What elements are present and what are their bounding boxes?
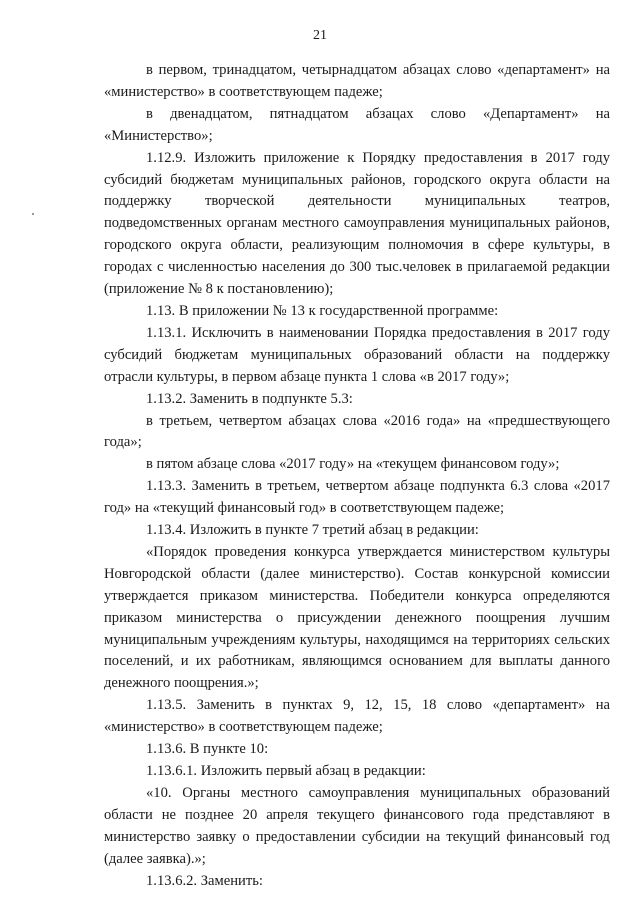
paragraph: 1.13.6. В пункте 10: bbox=[146, 741, 269, 758]
paragraph: 1.13. В приложении № 13 к государственной программе: bbox=[146, 302, 499, 319]
paragraph: в третьем, четвертом абзацах слова «2016 года» на «предшествующего года»; bbox=[104, 412, 610, 451]
paragraph: в двенадцатом, пятнадцатом абзацах слово «Департамент» на «Министерство»; bbox=[104, 105, 610, 144]
stray-mark bbox=[32, 213, 34, 215]
page-number: 21 bbox=[313, 28, 327, 43]
paragraph: «10. Органы местного самоуправления муниципальных образований области не позднее 20 апреля текущего финансового года представляют в министерство заявку о предоставлении субсидии на текущий финансовый год (далее заявка).»; bbox=[104, 784, 610, 867]
paragraph: 1.13.3. Заменить в третьем, четвертом абзаце подпункта 6.3 слова «2017 год» на «текущий финансовый год» в соответствующем падеже; bbox=[104, 478, 610, 517]
paragraph: 1.13.4. Изложить в пункте 7 третий абзац в редакции: bbox=[146, 522, 479, 539]
paragraph: 1.13.2. Заменить в подпункте 5.3: bbox=[146, 390, 353, 407]
paragraph: 1.13.6.1. Изложить первый абзац в редакции: bbox=[146, 763, 426, 779]
document-body bbox=[104, 60, 610, 892]
paragraph: в первом, тринадцатом, четырнадцатом абзацах слово «департамент» на «министерство» в соответствующем падеже; bbox=[104, 62, 610, 100]
paragraph: 1.13.5. Заменить в пунктах 9, 12, 15, 18 слово «департамент» на «министерство» в соответствующем падеже; bbox=[104, 697, 610, 736]
paragraph: «Порядок проведения конкурса утверждается министерством культуры Новгородской области (далее министерство). Состав конкурсной комиссии утверждается приказом министерства. Победители конкурса определяются приказом министерства о присуждении денежного поощрения лучшим муниципальным учреждениям культуры, находящимся на территориях сельских поселений, и их работникам, являющимся основанием для выплаты данного денежного поощрения.»; bbox=[104, 543, 610, 692]
paragraph: 1.13.6.2. Заменить: bbox=[146, 872, 263, 889]
paragraph: в пятом абзаце слова «2017 году» на «текущем финансовом году»; bbox=[146, 456, 560, 473]
paragraph: 1.12.9. Изложить приложение к Порядку предоставления в 2017 году субсидий бюджетам муниципальных районов, городского округа области на поддержку творческой деятельности муниципальных театров, подведомственных органам местного самоуправления муниципальных районов, городского округа области, реализующим полномочия в сфере культуры, в городах с численностью населения до 300 тыс.человек в прилагаемой редакции (приложение № 8 к постановлению); bbox=[104, 149, 610, 298]
paragraph: 1.13.1. Исключить в наименовании Порядка предоставления в 2017 году субсидий бюджетам муниципальных образований области на поддержку отрасли культуры, в первом абзаце пункта 1 слова «в 2017 году»; bbox=[104, 324, 610, 385]
